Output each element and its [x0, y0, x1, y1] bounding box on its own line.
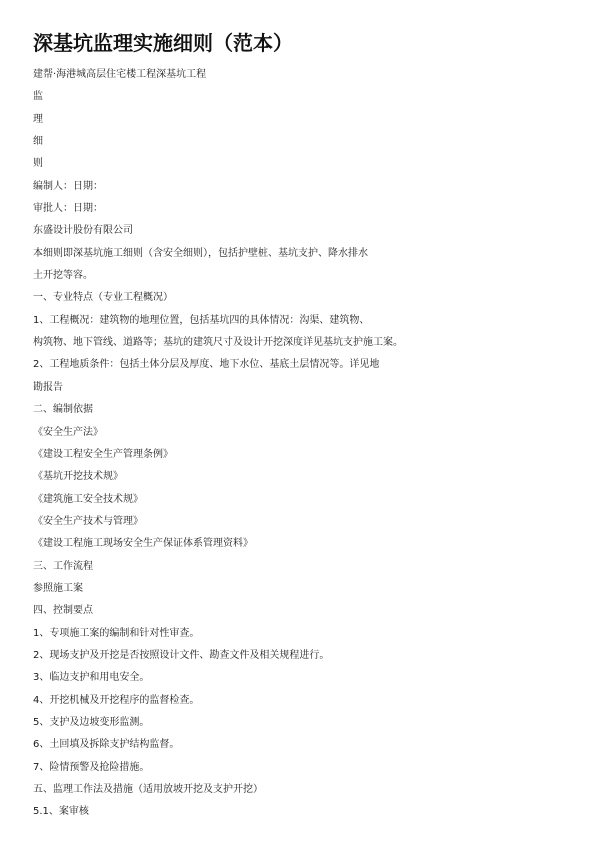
- text-line: 东盛设计股份有限公司: [33, 225, 133, 237]
- text-line: 7、险情预警及抢险措施。: [33, 761, 150, 773]
- text-line: 5.1、案审核: [33, 806, 89, 818]
- text-line: 参照施工案: [33, 582, 83, 594]
- text-line: 6、土回填及拆除支护结构监督。: [33, 739, 180, 751]
- text-line: 勘报告: [33, 381, 63, 393]
- text-line: 土开挖等容。: [33, 270, 93, 282]
- text-line: 2、工程地质条件：包括土体分层及厚度、地下水位、基底土层情况等。详见地: [33, 359, 380, 371]
- text-line: 1、工程概况：建筑物的地理位置，包括基坑四的具体情况：沟渠、建筑物、: [33, 314, 370, 326]
- text-line: 三、工作流程: [33, 560, 93, 572]
- text-line: 四、控制要点: [33, 605, 93, 617]
- text-line: 则: [33, 158, 43, 170]
- text-line: 审批人：日期：: [33, 203, 103, 215]
- text-line: 二、编制依据: [33, 404, 93, 416]
- text-line: 5、支护及边坡变形监测。: [33, 716, 150, 728]
- text-line: 构筑物、地下管线、道路等；基坑的建筑尺寸及设计开挖深度详见基坑支护施工案。: [33, 337, 403, 349]
- text-line: 《建筑施工安全技术规》: [33, 493, 143, 505]
- text-line: 3、临边支护和用电安全。: [33, 672, 150, 684]
- text-line: 一、专业特点（专业工程概况）: [33, 292, 173, 304]
- text-line: 细: [33, 136, 43, 148]
- text-line: 2、现场支护及开挖是否按照设计文件、勘查文件及相关规程进行。: [33, 649, 330, 661]
- text-line: 《安全生产法》: [33, 426, 103, 438]
- text-line: 本细则即深基坑施工细则（含安全细则），包括护壁桩、基坑支护、降水排水: [33, 247, 368, 259]
- text-line: 《建设工程安全生产管理条例》: [33, 448, 173, 460]
- text-line: 建帮·海港城高层住宅楼工程深基坑工程: [33, 69, 207, 80]
- text-line: 五、监理工作法及措施（适用放坡开挖及支护开挖）: [33, 784, 263, 795]
- text-line: 4、开挖机械及开挖程序的监督检查。: [33, 694, 200, 706]
- text-line: 1、专项施工案的编制和针对性审查。: [33, 627, 200, 639]
- text-line: 《安全生产技术与管理》: [33, 515, 143, 527]
- text-line: 编制人：日期：: [33, 180, 103, 192]
- text-line: 监: [33, 91, 43, 103]
- text-line: 理: [33, 113, 43, 125]
- text-line: 《基坑开挖技术规》: [33, 471, 123, 483]
- document-title: 深基坑监理实施细则（范本）: [33, 31, 293, 55]
- document-body: [33, 64, 573, 824]
- text-line: 《建设工程施工现场安全生产保证体系管理资料》: [33, 538, 253, 550]
